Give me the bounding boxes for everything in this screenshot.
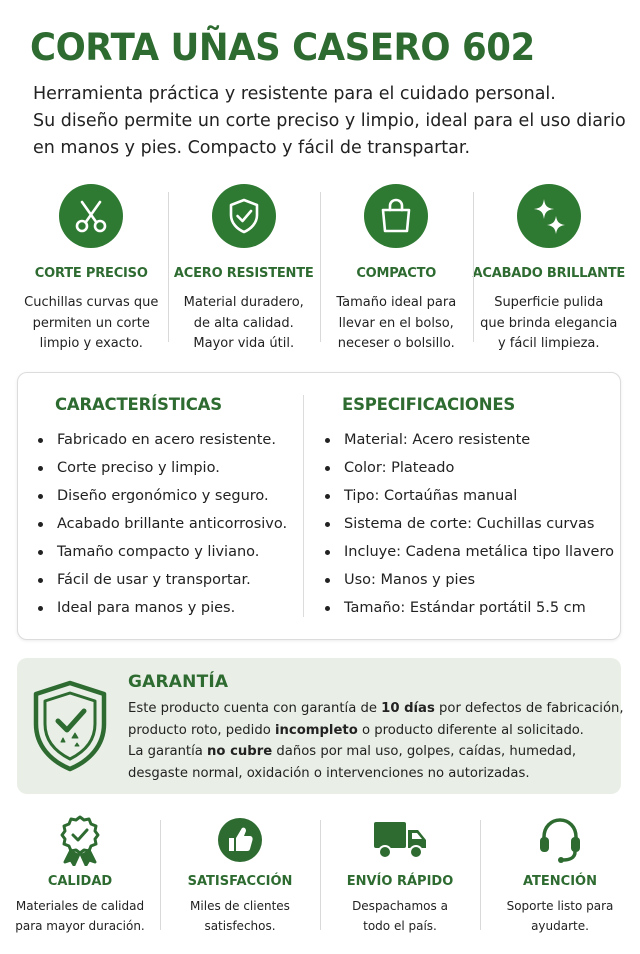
text-run: por defectos de fabricación,	[434, 701, 624, 716]
feature-title: CORTE PRECISO	[34, 266, 148, 281]
list-item: Diseño ergonómico y seguro.	[38, 482, 298, 510]
list-item: Fabricado en acero resistente.	[38, 426, 298, 454]
badge-desc-line: Materiales de calidad	[15, 899, 145, 913]
list-item: Acabado brillante anticorrosivo.	[38, 510, 298, 538]
badge-calidad	[0, 810, 160, 940]
feature-desc-line: de alta calidad.	[193, 315, 294, 331]
feature-desc-line: limpio y exacto.	[39, 336, 143, 351]
intro-line: Herramienta práctica y resistente para el cuidado personal.	[33, 84, 556, 104]
badge-title: ATENCIÓN	[523, 874, 597, 889]
feature-desc-line: permiten un corte	[32, 315, 150, 331]
feature-desc	[320, 293, 473, 355]
warranty-line	[128, 698, 624, 720]
badge-desc-line: Soporte listo para	[506, 899, 614, 913]
text-run: Este producto cuenta con garantía de	[128, 701, 382, 716]
badge-desc-line: Despachamos a	[352, 899, 448, 913]
badge-desc-line: ayudarte.	[531, 918, 589, 933]
feature-desc	[168, 293, 321, 355]
feature-desc-line: neceser o bolsillo.	[337, 336, 455, 351]
feature-desc-line: que brinda elegancia	[480, 315, 618, 331]
feature-title: ACABADO BRILLANTE	[472, 266, 626, 281]
badge-desc	[480, 897, 640, 936]
warranty-line: desgaste normal, oxidación o intervenciones no autorizadas.	[128, 765, 530, 781]
badge-row	[0, 810, 640, 940]
feature-desc	[15, 293, 168, 355]
feature-desc-line: Mayor vida útil.	[193, 336, 295, 351]
especificaciones-list	[325, 426, 615, 622]
badge-desc-line: satisfechos.	[204, 918, 276, 933]
intro-line: en manos y pies. Compacto y fácil de transpartar.	[33, 138, 471, 158]
text-run: o producto diferente al solicitado.	[357, 722, 584, 738]
bag-icon	[364, 184, 428, 248]
caracteristicas-list	[38, 426, 298, 622]
list-item: Tamaño: Estándar portátil 5.5 cm	[325, 594, 615, 622]
list-item: Sistema de corte: Cuchillas curvas	[325, 510, 615, 538]
badge-title: ENVÍO RÁPIDO	[346, 874, 454, 889]
feature-title: ACERO RESISTENTE	[173, 266, 314, 281]
list-item: Material: Acero resistente	[325, 426, 615, 454]
feature-desc-line: y fácil limpieza.	[497, 336, 600, 351]
intro-text	[33, 81, 626, 162]
delivery-truck-icon	[320, 812, 480, 868]
page-title: CORTA UÑAS CASERO 602	[30, 26, 535, 69]
text-run: La garantía	[128, 744, 208, 759]
sparkle-icon	[517, 184, 581, 248]
badge-desc-line: todo el país.	[363, 918, 437, 933]
feature-desc-line: Tamaño ideal para	[336, 295, 457, 310]
intro-line: Su diseño permite un corte preciso y limpio, ideal para el uso diario	[33, 111, 626, 131]
badge-desc-line: para mayor duración.	[15, 918, 145, 933]
feature-row	[15, 182, 625, 352]
list-item: Uso: Manos y pies	[325, 566, 615, 594]
text-bold: no cubre	[207, 744, 273, 759]
feature-desc-line: Superficie pulida	[494, 295, 604, 310]
text-bold: 10 días	[381, 701, 435, 716]
warranty-title: GARANTÍA	[128, 672, 229, 692]
warranty-line	[128, 720, 618, 742]
feature-compacto	[320, 182, 473, 352]
caracteristicas-section	[38, 395, 298, 622]
scissors-icon	[59, 184, 123, 248]
text-run: daños por mal uso, golpes, caídas, humedad,	[272, 744, 577, 759]
feature-desc-line: Cuchillas curvas que	[24, 295, 159, 310]
text-bold: incompleto	[274, 722, 358, 738]
feature-acero-resistente	[168, 182, 321, 352]
badge-desc-line: Miles de clientes	[190, 899, 290, 913]
feature-desc-line: llevar en el bolso,	[338, 315, 454, 331]
award-ribbon-icon	[0, 812, 160, 868]
list-item: Ideal para manos y pies.	[38, 594, 298, 622]
feature-acabado-brillante	[473, 182, 626, 352]
badge-envio-rapido	[320, 810, 480, 940]
shield-check-icon	[212, 184, 276, 248]
list-item: Color: Plateado	[325, 454, 615, 482]
thumbs-up-icon	[160, 812, 320, 868]
feature-corte-preciso	[15, 182, 168, 352]
warranty-panel	[17, 658, 624, 794]
warranty-text	[128, 698, 624, 784]
feature-desc-line: Material duradero,	[183, 295, 304, 310]
list-item: Tamaño compacto y liviano.	[38, 538, 298, 566]
especificaciones-section	[325, 395, 615, 622]
text-run: producto roto, pedido	[128, 722, 275, 738]
badge-title: CALIDAD	[47, 874, 113, 889]
column-divider	[303, 395, 304, 617]
specs-box	[17, 372, 621, 640]
feature-desc	[473, 293, 626, 355]
badge-desc	[0, 897, 160, 936]
badge-title: SATISFACCIÓN	[187, 874, 293, 889]
warranty-line	[128, 741, 618, 763]
list-item: Fácil de usar y transportar.	[38, 566, 298, 594]
section-heading: CARACTERÍSTICAS	[55, 395, 222, 414]
list-item: Tipo: Cortaúñas manual	[325, 482, 615, 510]
badge-desc	[160, 897, 320, 936]
feature-title: COMPACTO	[356, 266, 437, 281]
list-item: Corte preciso y limpio.	[38, 454, 298, 482]
badge-atencion	[480, 810, 640, 940]
badge-satisfaccion	[160, 810, 320, 940]
section-heading: ESPECIFICACIONES	[342, 395, 516, 414]
list-item: Incluye: Cadena metálica tipo llavero	[325, 538, 615, 566]
warranty-shield-icon	[31, 680, 109, 776]
headset-icon	[480, 812, 640, 868]
badge-desc	[320, 897, 480, 936]
